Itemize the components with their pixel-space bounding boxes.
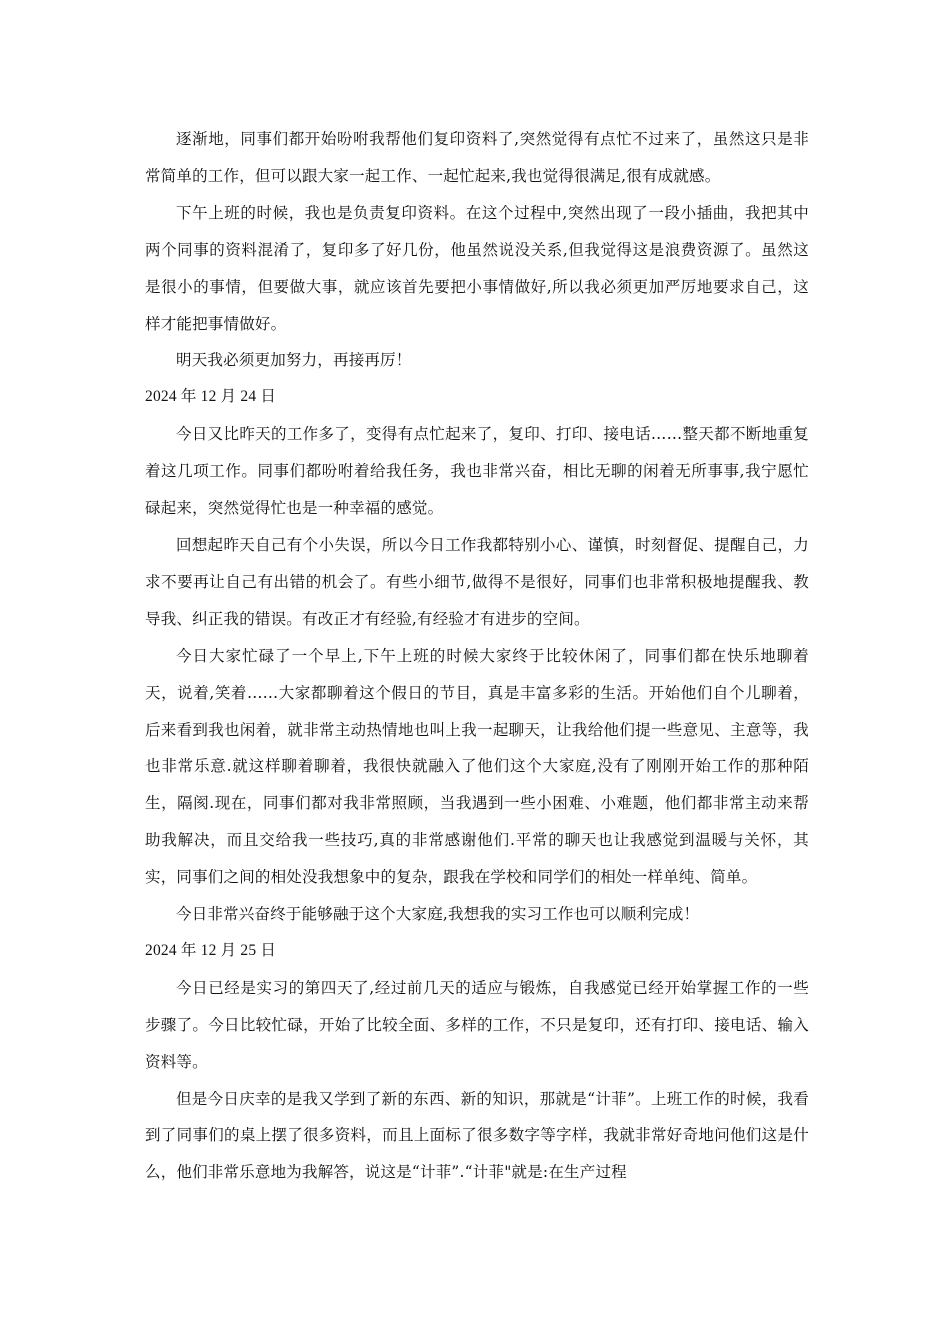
paragraph: 但是今日庆幸的是我又学到了新的东西、新的知识，那就是“计菲”。上班工作的时候，我看到了同事们的桌上摆了很多资料，而且上面标了很多数字等字样，我就非常好奇地问他们这是什么，他们非常乐意地为我解答，说这是“计菲”.“计菲"就是:在生产过程 xyxy=(145,1089,809,1182)
paragraph: 下午上班的时候，我也是负责复印资料。在这个过程中,突然出现了一段小插曲，我把其中两个同事的资料混淆了，复印多了好几份，他虽然说没关系,但我觉得这是浪费资源了。虽然这是很小的事情，但要做大事，就应该首先要把小事情做好,所以我必须更加严厉地要求自己，这样才能把事情做好。 xyxy=(145,203,809,333)
date-heading: 2024 年 12 月 25 日 xyxy=(145,941,277,959)
date-heading: 2024 年 12 月 24 日 xyxy=(145,388,277,406)
paragraph: 今日又比昨天的工作多了，变得有点忙起来了，复印、打印、接电话……整天都不断地重复着这几项工作。同事们都吩咐着给我任务，我也非常兴奋，相比无聊的闲着无所事事,我宁愿忙碌起来，突然觉得忙也是一种幸福的感觉。 xyxy=(145,425,809,518)
paragraph: 明天我必须更加努力，再接再厉！ xyxy=(176,351,412,370)
document-body xyxy=(145,121,809,1191)
paragraph: 今日大家忙碌了一个早上,下午上班的时候大家终于比较休闲了，同事们都在快乐地聊着天，说着,笑着……大家都聊着这个假日的节目，真是丰富多彩的生活。开始他们自个儿聊着，后来看到我也闲着，就非常主动热情地也叫上我一起聊天，让我给他们提一些意见、主意等，我也非常乐意.就这样聊着聊着，我很快就融入了他们这个大家庭,没有了刚刚开始工作的那种陌生，隔阂.现在，同事们都对我非常照顾，当我遇到一些小困难、小难题，他们都非常主动来帮助我解决，而且交给我一些技巧,真的非常感谢他们.平常的聊天也让我感觉到温暖与关怀，其实，同事们之间的相处没我想象中的复杂，跟我在学校和同学们的相处一样单纯、简单。 xyxy=(145,646,809,887)
paragraph: 逐渐地，同事们都开始吩咐我帮他们复印资料了,突然觉得有点忙不过来了，虽然这只是非常简单的工作，但可以跟大家一起工作、一起忙起来,我也觉得很满足,很有成就感。 xyxy=(145,130,809,185)
paragraph: 回想起昨天自己有个小失误，所以今日工作我都特别小心、谨慎，时刻督促、提醒自己，力求不要再让自己有出错的机会了。有些小细节,做得不是很好，同事们也非常积极地提醒我、教导我、纠正我的错误。有改正才有经验,有经验才有进步的空间。 xyxy=(145,535,809,628)
paragraph: 今日已经是实习的第四天了,经过前几天的适应与锻炼，自我感觉已经开始掌握工作的一些步骤了。今日比较忙碌，开始了比较全面、多样的工作，不只是复印，还有打印、接电话、输入资料等。 xyxy=(145,978,809,1071)
paragraph: 今日非常兴奋终于能够融于这个大家庭,我想我的实习工作也可以顺利完成！ xyxy=(176,905,700,924)
